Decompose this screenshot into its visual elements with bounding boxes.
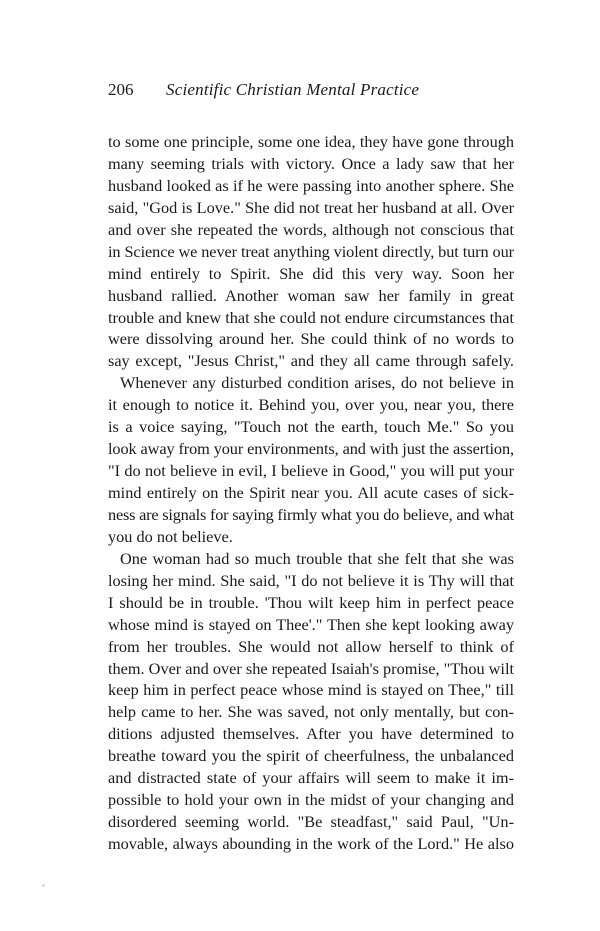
text-line: it enough to notice it. Behind you, over you, near you, there <box>108 395 514 415</box>
text-line: whose mind is stayed on Thee'." Then she kept looking away <box>108 614 514 634</box>
page-number: 206 <box>108 80 134 99</box>
scan-speck <box>42 884 45 887</box>
text-line: mind entirely to Spirit. She did this very way. Soon her <box>108 263 514 283</box>
text-line: to some one principle, some one idea, they have gone through <box>108 132 514 151</box>
text-line: breathe toward you the spirit of cheerfulness, the unbalanced <box>108 746 514 766</box>
text-line: from her troubles. She would not allow herself to think of <box>108 636 514 656</box>
text-line: in Science we never treat anything violent directly, but turn our <box>108 241 514 261</box>
text-line: and over she repeated the words, although not conscious that <box>108 219 514 239</box>
text-line: ditions adjusted themselves. After you have determined to <box>108 724 514 744</box>
text-line: and distracted state of your affairs will seem to make it im- <box>108 768 514 788</box>
text-line: trouble and knew that she could not endure circumstances that <box>108 307 514 327</box>
book-page <box>108 80 514 855</box>
text-line: husband looked as if he were passing into another sphere. She <box>108 175 514 195</box>
text-line: keep him in perfect peace whose mind is stayed on Thee," till <box>108 680 514 700</box>
text-line: One woman had so much trouble that she felt that she was <box>120 548 514 568</box>
text-line: is a voice saying, "Touch not the earth, touch Me." So you <box>108 417 514 437</box>
text-line: you do not believe. <box>108 526 233 546</box>
text-line: movable, always abounding in the work of the Lord." He also <box>108 834 514 853</box>
text-line: help came to her. She was saved, not only mentally, but con- <box>108 702 514 722</box>
text-line: many seeming trials with victory. Once a lady saw that her <box>108 153 514 173</box>
body-text <box>108 131 514 855</box>
running-title: Scientific Christian Mental Practice <box>166 80 420 99</box>
text-line: husband rallied. Another woman saw her family in great <box>108 285 514 305</box>
text-line: I should be in trouble. 'Thou wilt keep him in perfect peace <box>108 592 514 612</box>
text-line: look away from your environments, and with just the assertion, <box>108 439 514 459</box>
running-head <box>108 80 514 108</box>
text-line: them. Over and over she repeated Isaiah's promise, "Thou wilt <box>108 658 514 678</box>
text-line: say except, "Jesus Christ," and they all came through safely. <box>108 351 514 371</box>
text-line: disordered seeming world. "Be steadfast," said Paul, "Un- <box>108 812 514 832</box>
text-line: possible to hold your own in the midst of your changing and <box>108 790 514 810</box>
text-line: ness are signals for saying firmly what you do believe, and what <box>108 504 514 524</box>
text-line: "I do not believe in evil, I believe in Good," you will put your <box>108 461 514 481</box>
text-line: losing her mind. She said, "I do not believe it is Thy will that <box>108 570 514 590</box>
text-line: said, "God is Love." She did not treat her husband at all. Over <box>108 197 514 217</box>
text-line: Whenever any disturbed condition arises, do not believe in <box>120 373 514 393</box>
text-line: were dissolving around her. She could think of no words to <box>108 329 514 349</box>
text-line: mind entirely on the Spirit near you. All acute cases of sick- <box>108 483 514 502</box>
